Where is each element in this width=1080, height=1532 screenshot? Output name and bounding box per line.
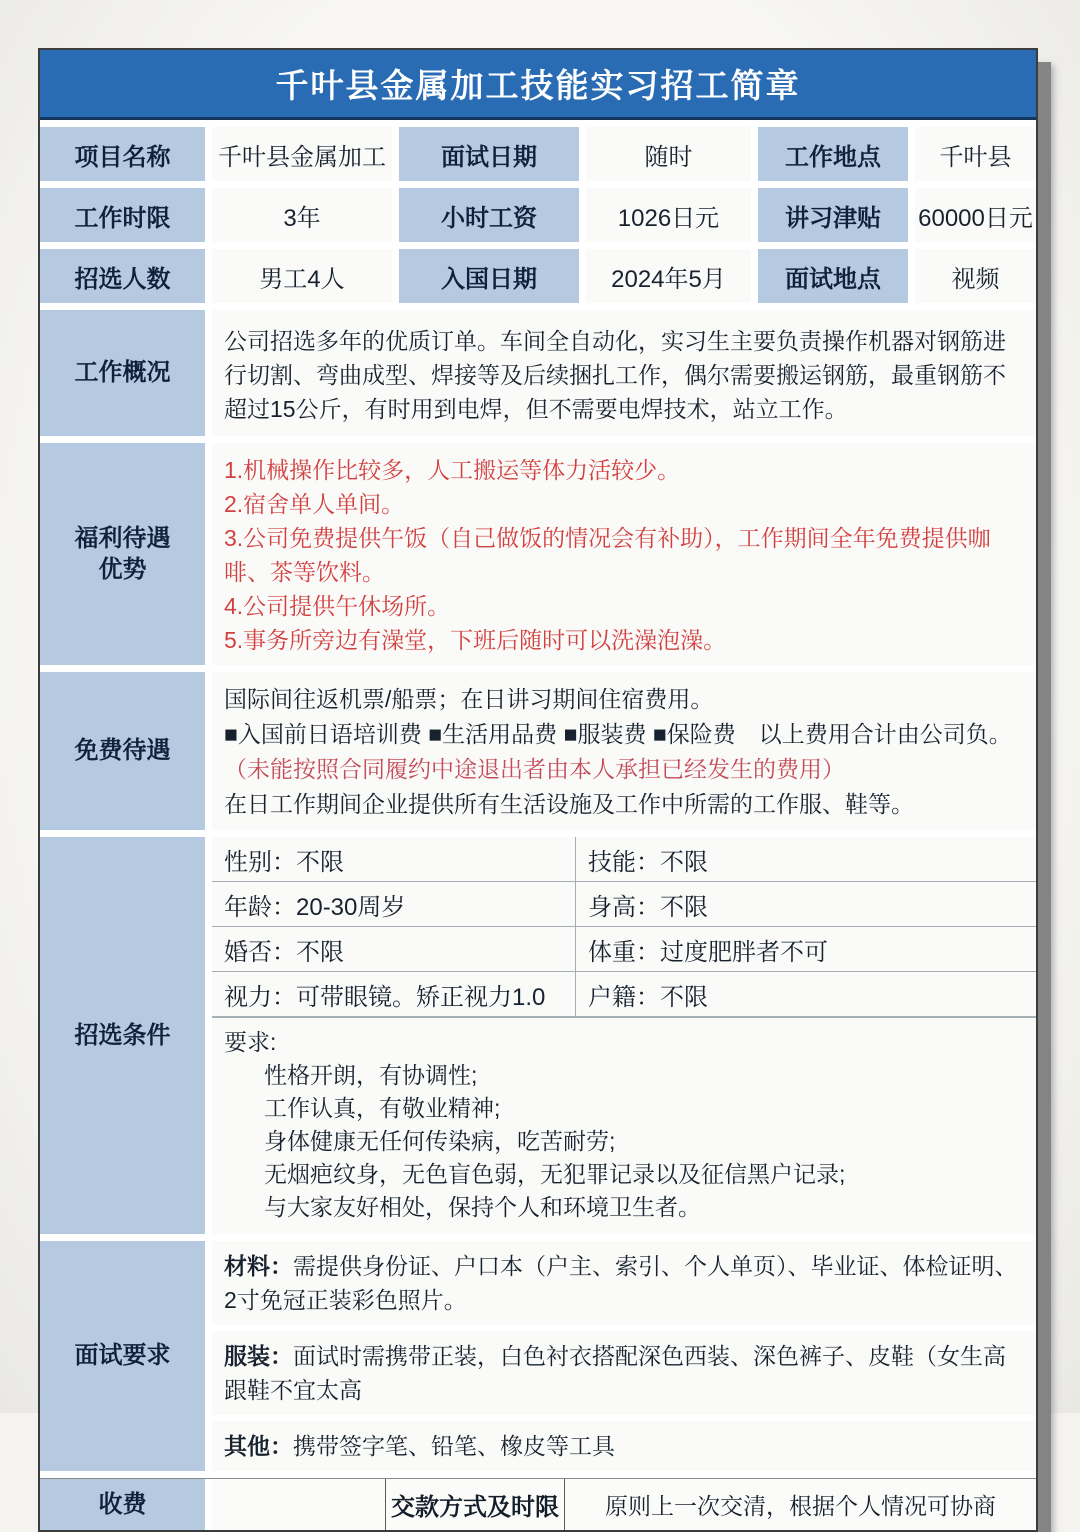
info-label: 工作时限	[40, 188, 205, 242]
conditions-row	[212, 927, 1036, 972]
condition-cell: 性别：不限	[224, 848, 344, 876]
section-job-overview	[40, 310, 1036, 436]
section-label: 工作概况	[40, 310, 205, 436]
section-fee	[40, 1478, 1036, 1530]
overview-text: 公司招选多年的优质订单。车间全自动化，实习生主要负责操作机器对钢筋进行切割、弯曲成型、焊接等及后续捆扎工作，偶尔需要搬运钢筋，最重钢筋不超过15公斤，有时用到电焊，但不需要电焊技术，站立工作。	[224, 328, 1006, 422]
section-content	[212, 1241, 1036, 1471]
interview-row-dresscode	[212, 1331, 1036, 1415]
condition-cell: 体重：过度肥胖者不可	[575, 927, 1036, 971]
condition-cell: 身高：不限	[575, 882, 1036, 926]
section-label: 面试要求	[40, 1241, 205, 1471]
info-value: 1026日元	[586, 188, 751, 242]
requirement-item: 性格开朗，有协调性;	[264, 1062, 478, 1088]
welfare-item: 4.公司提供午休场所。	[224, 593, 451, 619]
requirements-block	[212, 1018, 1036, 1234]
requirement-item: 工作认真，有敬业精神;	[264, 1095, 501, 1121]
interview-row-text: 面试时需携带正装，白色衬衣搭配深色西装、深色裤子、皮鞋（女生高跟鞋不宜太高	[224, 1343, 1006, 1403]
interview-row-prefix: 服装：	[224, 1343, 293, 1369]
welfare-item: 1.机械操作比较多，人工搬运等体力活较少。	[224, 457, 681, 483]
welfare-item: 5.事务所旁边有澡堂，下班后随时可以洗澡泡澡。	[224, 627, 727, 653]
section-selection-criteria	[40, 837, 1036, 1234]
info-label: 面试日期	[399, 127, 579, 181]
section-label: 免费待遇	[40, 672, 205, 830]
conditions-row	[212, 972, 1036, 1017]
section-label: 招选条件	[40, 837, 205, 1234]
info-label: 入国日期	[399, 249, 579, 303]
free-benefit-line: 国际间往返机票/船票；在日讲习期间住宿费用。	[224, 686, 714, 712]
fee-content	[212, 1479, 1036, 1530]
info-value: 千叶县金属加工	[212, 127, 392, 181]
info-label: 讲习津贴	[758, 188, 908, 242]
section-interview-requirements	[40, 1241, 1036, 1471]
welfare-list	[212, 443, 1036, 665]
conditions-row	[212, 882, 1036, 927]
info-value: 视频	[915, 249, 1036, 303]
free-benefit-line: ■入国前日语培训费 ■生活用品费 ■服装费 ■保险费 以上费用合计由公司负。	[224, 721, 1012, 747]
interview-row-text: 需提供身份证、户口本（户主、索引、个人单页）、毕业证、体检证明、2寸免冠正装彩色照片。	[224, 1253, 1018, 1313]
requirement-item: 无烟疤纹身，无色盲色弱，无犯罪记录以及征信黑户记录;	[264, 1161, 846, 1187]
info-label: 小时工资	[399, 188, 579, 242]
fee-method-value: 原则上一次交清，根据个人情况可协商	[605, 1493, 996, 1519]
info-row	[40, 127, 1036, 181]
info-row	[40, 249, 1036, 303]
welfare-label-line2: 优势	[98, 556, 147, 583]
info-row	[40, 188, 1036, 242]
interview-row-prefix: 材料：	[224, 1253, 293, 1279]
condition-cell: 技能：不限	[575, 837, 1036, 881]
recruitment-notice-sheet	[38, 48, 1038, 1532]
requirement-item: 与大家友好相处，保持个人和环境卫生者。	[264, 1194, 701, 1220]
welfare-item: 2.宿舍单人单间。	[224, 491, 405, 517]
info-label: 工作地点	[758, 127, 908, 181]
requirements-title: 要求:	[224, 1029, 277, 1055]
page-title: 千叶县金属加工技能实习招工简章	[40, 50, 1036, 120]
section-content	[212, 837, 1036, 1234]
interview-row-prefix: 其他：	[224, 1433, 293, 1459]
info-value: 千叶县	[915, 127, 1036, 181]
interview-row-other	[212, 1421, 1036, 1471]
condition-cell: 婚否：不限	[224, 938, 344, 966]
fee-method-label: 交款方式及时限	[385, 1479, 565, 1530]
condition-cell: 视力：可带眼镜。矫正视力1.0	[224, 983, 546, 1011]
info-value: 随时	[586, 127, 751, 181]
conditions-table	[212, 837, 1036, 1018]
section-label	[40, 443, 205, 665]
fee-empty-cell	[212, 1479, 385, 1530]
section-content	[212, 672, 1036, 830]
section-free-benefits	[40, 672, 1036, 830]
info-label: 项目名称	[40, 127, 205, 181]
info-value: 男工4人	[212, 249, 392, 303]
info-label: 招选人数	[40, 249, 205, 303]
conditions-row	[212, 837, 1036, 882]
info-value: 2024年5月	[586, 249, 751, 303]
interview-row-text: 携带签字笔、铅笔、橡皮等工具	[293, 1433, 615, 1459]
info-value: 60000日元	[915, 188, 1036, 242]
welfare-label-line1: 福利待遇	[74, 524, 171, 552]
free-benefit-lines	[212, 672, 1036, 830]
condition-cell: 年龄：20-30周岁	[224, 893, 406, 921]
info-value: 3年	[212, 188, 392, 242]
free-benefit-line-warning: （未能按照合同履约中途退出者由本人承担已经发生的费用）	[224, 756, 845, 782]
requirement-item: 身体健康无任何传染病，吃苦耐劳;	[264, 1128, 616, 1154]
section-welfare	[40, 443, 1036, 665]
section-content	[212, 310, 1036, 436]
interview-row-materials	[212, 1241, 1036, 1325]
condition-cell: 户籍：不限	[575, 972, 1036, 1016]
section-content	[212, 443, 1036, 665]
free-benefit-line: 在日工作期间企业提供所有生活设施及工作中所需的工作服、鞋等。	[224, 791, 914, 817]
welfare-item: 3.公司免费提供午饭（自己做饭的情况会有补助），工作期间全年免费提供咖啡、茶等饮料。	[224, 525, 991, 585]
info-label: 面试地点	[758, 249, 908, 303]
section-label: 收费	[40, 1479, 205, 1530]
